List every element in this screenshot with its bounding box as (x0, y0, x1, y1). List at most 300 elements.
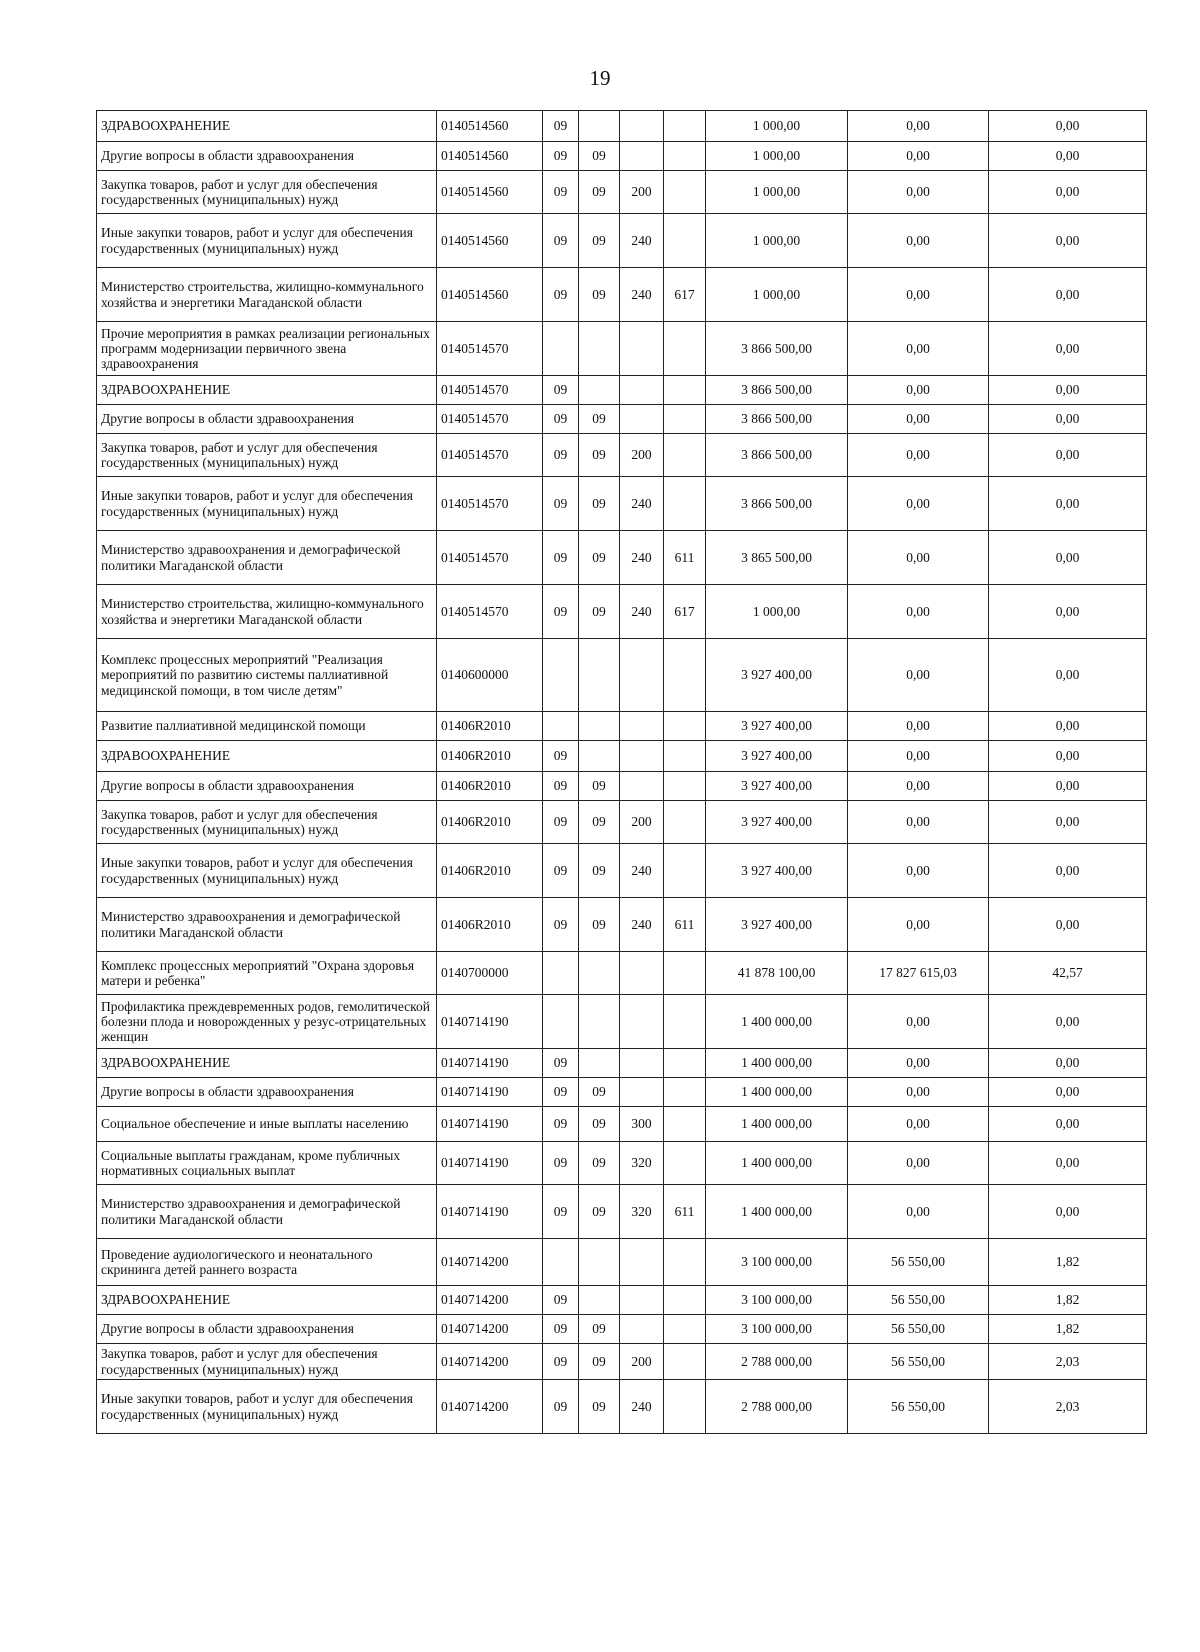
row-code: 0140714200 (437, 1239, 543, 1286)
row-admin-code: 617 (664, 268, 706, 322)
row-expense-type (620, 1315, 664, 1344)
table-row (97, 1142, 1147, 1185)
row-subsection (579, 376, 620, 405)
row-expense-type: 240 (620, 477, 664, 531)
row-name: Социальные выплаты гражданам, кроме публичных нормативных социальных выплат (97, 1142, 437, 1185)
row-code: 01406R2010 (437, 801, 543, 844)
row-name: Другие вопросы в области здравоохранения (97, 1315, 437, 1344)
table-row (97, 531, 1147, 585)
row-plan-amount: 3 927 400,00 (706, 898, 848, 952)
row-expense-type (620, 952, 664, 995)
table-row (97, 1315, 1147, 1344)
row-code: 0140514570 (437, 531, 543, 585)
row-subsection: 09 (579, 531, 620, 585)
row-plan-amount: 41 878 100,00 (706, 952, 848, 995)
row-name: Министерство здравоохранения и демографической политики Магаданской области (97, 898, 437, 952)
row-subsection (579, 322, 620, 376)
table-row (97, 1049, 1147, 1078)
row-plan-amount: 3 100 000,00 (706, 1239, 848, 1286)
row-subsection: 09 (579, 405, 620, 434)
row-code: 0140714200 (437, 1344, 543, 1380)
row-code: 0140514570 (437, 585, 543, 639)
row-percent: 2,03 (989, 1344, 1147, 1380)
row-percent: 0,00 (989, 801, 1147, 844)
table-row (97, 214, 1147, 268)
row-percent: 0,00 (989, 844, 1147, 898)
row-subsection: 09 (579, 898, 620, 952)
table-row (97, 376, 1147, 405)
row-executed-amount: 0,00 (848, 995, 989, 1049)
row-plan-amount: 2 788 000,00 (706, 1380, 848, 1434)
row-executed-amount: 0,00 (848, 214, 989, 268)
row-section: 09 (543, 171, 579, 214)
row-subsection (579, 111, 620, 142)
row-admin-code (664, 772, 706, 801)
row-name: Другие вопросы в области здравоохранения (97, 772, 437, 801)
row-subsection: 09 (579, 844, 620, 898)
row-expense-type: 200 (620, 171, 664, 214)
row-admin-code: 611 (664, 531, 706, 585)
row-expense-type: 240 (620, 531, 664, 585)
row-expense-type (620, 322, 664, 376)
row-percent: 0,00 (989, 1107, 1147, 1142)
row-plan-amount: 1 000,00 (706, 171, 848, 214)
row-admin-code (664, 1286, 706, 1315)
row-section: 09 (543, 1142, 579, 1185)
row-executed-amount: 56 550,00 (848, 1315, 989, 1344)
row-executed-amount: 0,00 (848, 111, 989, 142)
row-subsection (579, 1286, 620, 1315)
row-section: 09 (543, 434, 579, 477)
row-name: Комплекс процессных мероприятий "Реализация мероприятий по развитию системы паллиативной медицинской помощи, в том числе детям" (97, 639, 437, 712)
row-code: 0140514570 (437, 376, 543, 405)
row-section (543, 1239, 579, 1286)
row-section: 09 (543, 801, 579, 844)
row-percent: 0,00 (989, 434, 1147, 477)
row-section (543, 639, 579, 712)
row-admin-code (664, 1142, 706, 1185)
row-admin-code (664, 1107, 706, 1142)
table-body (97, 111, 1147, 1434)
row-code: 01406R2010 (437, 741, 543, 772)
row-subsection (579, 1239, 620, 1286)
row-code: 0140514570 (437, 434, 543, 477)
row-admin-code (664, 1239, 706, 1286)
row-expense-type: 240 (620, 844, 664, 898)
row-section (543, 995, 579, 1049)
row-expense-type: 200 (620, 1344, 664, 1380)
row-expense-type (620, 376, 664, 405)
row-executed-amount: 0,00 (848, 531, 989, 585)
row-percent: 0,00 (989, 477, 1147, 531)
row-section: 09 (543, 477, 579, 531)
row-code: 0140714190 (437, 1107, 543, 1142)
row-section: 09 (543, 772, 579, 801)
table-row (97, 477, 1147, 531)
row-code: 0140700000 (437, 952, 543, 995)
row-plan-amount: 3 927 400,00 (706, 844, 848, 898)
table-row (97, 268, 1147, 322)
row-section: 09 (543, 376, 579, 405)
row-name: Другие вопросы в области здравоохранения (97, 1078, 437, 1107)
row-percent: 0,00 (989, 585, 1147, 639)
row-admin-code (664, 952, 706, 995)
row-executed-amount: 0,00 (848, 844, 989, 898)
row-section: 09 (543, 142, 579, 171)
row-section: 09 (543, 405, 579, 434)
table-row (97, 1286, 1147, 1315)
row-code: 0140514560 (437, 171, 543, 214)
row-percent: 0,00 (989, 898, 1147, 952)
row-executed-amount: 56 550,00 (848, 1380, 989, 1434)
row-executed-amount: 17 827 615,03 (848, 952, 989, 995)
row-plan-amount: 1 400 000,00 (706, 1185, 848, 1239)
row-percent: 0,00 (989, 322, 1147, 376)
row-percent: 0,00 (989, 772, 1147, 801)
row-code: 0140714190 (437, 1185, 543, 1239)
row-code: 01406R2010 (437, 712, 543, 741)
row-name: Закупка товаров, работ и услуг для обеспечения государственных (муниципальных) нужд (97, 171, 437, 214)
row-plan-amount: 3 866 500,00 (706, 477, 848, 531)
row-name: Министерство строительства, жилищно-коммунального хозяйства и энергетики Магаданской области (97, 268, 437, 322)
row-executed-amount: 0,00 (848, 1185, 989, 1239)
row-subsection: 09 (579, 772, 620, 801)
row-section: 09 (543, 531, 579, 585)
row-executed-amount: 0,00 (848, 1142, 989, 1185)
table-row (97, 111, 1147, 142)
row-executed-amount: 0,00 (848, 772, 989, 801)
row-executed-amount: 0,00 (848, 898, 989, 952)
row-plan-amount: 1 000,00 (706, 142, 848, 171)
row-plan-amount: 1 400 000,00 (706, 1049, 848, 1078)
row-subsection: 09 (579, 1107, 620, 1142)
row-executed-amount: 0,00 (848, 268, 989, 322)
row-subsection: 09 (579, 142, 620, 171)
row-code: 0140714190 (437, 1049, 543, 1078)
row-expense-type (620, 741, 664, 772)
row-plan-amount: 3 866 500,00 (706, 376, 848, 405)
row-code: 0140514570 (437, 405, 543, 434)
row-section: 09 (543, 1315, 579, 1344)
row-expense-type: 300 (620, 1107, 664, 1142)
table-row (97, 995, 1147, 1049)
row-admin-code (664, 712, 706, 741)
row-name: Иные закупки товаров, работ и услуг для обеспечения государственных (муниципальных) нужд (97, 844, 437, 898)
row-expense-type (620, 142, 664, 171)
row-admin-code (664, 142, 706, 171)
table-row (97, 1185, 1147, 1239)
row-subsection: 09 (579, 1142, 620, 1185)
row-subsection (579, 712, 620, 741)
row-plan-amount: 2 788 000,00 (706, 1344, 848, 1380)
row-percent: 0,00 (989, 268, 1147, 322)
table-row (97, 171, 1147, 214)
row-executed-amount: 0,00 (848, 712, 989, 741)
row-admin-code (664, 434, 706, 477)
row-name: ЗДРАВООХРАНЕНИЕ (97, 1049, 437, 1078)
row-admin-code (664, 639, 706, 712)
row-admin-code (664, 214, 706, 268)
row-admin-code (664, 995, 706, 1049)
table-row (97, 1107, 1147, 1142)
row-percent: 0,00 (989, 214, 1147, 268)
row-executed-amount: 0,00 (848, 1107, 989, 1142)
table-row (97, 844, 1147, 898)
row-plan-amount: 1 400 000,00 (706, 1078, 848, 1107)
row-executed-amount: 0,00 (848, 1078, 989, 1107)
row-section: 09 (543, 1286, 579, 1315)
row-expense-type: 240 (620, 1380, 664, 1434)
row-expense-type (620, 111, 664, 142)
row-admin-code (664, 1315, 706, 1344)
row-section: 09 (543, 1185, 579, 1239)
row-subsection: 09 (579, 477, 620, 531)
row-percent: 0,00 (989, 531, 1147, 585)
row-section: 09 (543, 1049, 579, 1078)
row-percent: 0,00 (989, 1049, 1147, 1078)
row-section: 09 (543, 585, 579, 639)
row-executed-amount: 56 550,00 (848, 1239, 989, 1286)
row-section (543, 712, 579, 741)
row-name: Министерство строительства, жилищно-коммунального хозяйства и энергетики Магаданской области (97, 585, 437, 639)
table-row (97, 322, 1147, 376)
row-code: 0140714190 (437, 1078, 543, 1107)
row-expense-type (620, 712, 664, 741)
row-name: Закупка товаров, работ и услуг для обеспечения государственных (муниципальных) нужд (97, 1344, 437, 1380)
row-executed-amount: 0,00 (848, 801, 989, 844)
row-executed-amount: 0,00 (848, 376, 989, 405)
row-plan-amount: 3 100 000,00 (706, 1315, 848, 1344)
row-plan-amount: 3 865 500,00 (706, 531, 848, 585)
row-subsection: 09 (579, 585, 620, 639)
row-plan-amount: 3 927 400,00 (706, 639, 848, 712)
row-name: ЗДРАВООХРАНЕНИЕ (97, 1286, 437, 1315)
row-subsection (579, 639, 620, 712)
row-code: 0140714190 (437, 995, 543, 1049)
row-subsection: 09 (579, 434, 620, 477)
row-percent: 0,00 (989, 712, 1147, 741)
row-percent: 0,00 (989, 741, 1147, 772)
row-plan-amount: 1 000,00 (706, 585, 848, 639)
row-plan-amount: 1 000,00 (706, 268, 848, 322)
row-admin-code (664, 741, 706, 772)
row-code: 01406R2010 (437, 844, 543, 898)
row-section: 09 (543, 741, 579, 772)
table-row (97, 801, 1147, 844)
row-name: Развитие паллиативной медицинской помощи (97, 712, 437, 741)
row-name: Комплекс процессных мероприятий "Охрана здоровья матери и ребенка" (97, 952, 437, 995)
row-executed-amount: 0,00 (848, 171, 989, 214)
row-executed-amount: 0,00 (848, 405, 989, 434)
row-plan-amount: 3 927 400,00 (706, 772, 848, 801)
row-name: Министерство здравоохранения и демографической политики Магаданской области (97, 1185, 437, 1239)
row-subsection (579, 741, 620, 772)
row-section (543, 952, 579, 995)
row-section: 09 (543, 898, 579, 952)
row-code: 0140714200 (437, 1380, 543, 1434)
row-name: Иные закупки товаров, работ и услуг для обеспечения государственных (муниципальных) нужд (97, 1380, 437, 1434)
row-section: 09 (543, 844, 579, 898)
row-expense-type: 240 (620, 585, 664, 639)
row-percent: 0,00 (989, 1078, 1147, 1107)
row-subsection: 09 (579, 1185, 620, 1239)
row-executed-amount: 0,00 (848, 1049, 989, 1078)
row-subsection: 09 (579, 1344, 620, 1380)
row-subsection (579, 1049, 620, 1078)
row-expense-type (620, 1286, 664, 1315)
row-name: Иные закупки товаров, работ и услуг для обеспечения государственных (муниципальных) нужд (97, 214, 437, 268)
row-percent: 1,82 (989, 1315, 1147, 1344)
row-executed-amount: 56 550,00 (848, 1344, 989, 1380)
row-executed-amount: 0,00 (848, 477, 989, 531)
row-executed-amount: 0,00 (848, 322, 989, 376)
row-admin-code: 611 (664, 1185, 706, 1239)
row-expense-type: 240 (620, 268, 664, 322)
row-code: 0140714200 (437, 1315, 543, 1344)
row-code: 0140514570 (437, 477, 543, 531)
row-plan-amount: 3 100 000,00 (706, 1286, 848, 1315)
row-plan-amount: 3 927 400,00 (706, 741, 848, 772)
row-plan-amount: 1 400 000,00 (706, 1142, 848, 1185)
row-percent: 0,00 (989, 995, 1147, 1049)
row-percent: 1,82 (989, 1286, 1147, 1315)
row-name: Другие вопросы в области здравоохранения (97, 405, 437, 434)
row-admin-code (664, 1049, 706, 1078)
row-subsection (579, 952, 620, 995)
row-section: 09 (543, 268, 579, 322)
row-code: 0140514560 (437, 142, 543, 171)
row-expense-type: 200 (620, 801, 664, 844)
row-executed-amount: 0,00 (848, 142, 989, 171)
row-section: 09 (543, 111, 579, 142)
row-executed-amount: 0,00 (848, 639, 989, 712)
row-subsection: 09 (579, 171, 620, 214)
row-subsection: 09 (579, 1315, 620, 1344)
row-plan-amount: 3 927 400,00 (706, 712, 848, 741)
row-code: 0140714190 (437, 1142, 543, 1185)
row-name: Социальное обеспечение и иные выплаты населению (97, 1107, 437, 1142)
row-name: Закупка товаров, работ и услуг для обеспечения государственных (муниципальных) нужд (97, 434, 437, 477)
row-admin-code (664, 1344, 706, 1380)
row-expense-type (620, 772, 664, 801)
row-admin-code (664, 1380, 706, 1434)
row-executed-amount: 0,00 (848, 434, 989, 477)
row-expense-type: 320 (620, 1185, 664, 1239)
row-name: Прочие мероприятия в рамках реализации региональных программ модернизации первичного звена здравоохранения (97, 322, 437, 376)
row-code: 01406R2010 (437, 772, 543, 801)
table-row (97, 1380, 1147, 1434)
row-expense-type (620, 639, 664, 712)
row-code: 0140514560 (437, 111, 543, 142)
table-row (97, 434, 1147, 477)
row-admin-code (664, 171, 706, 214)
row-name: ЗДРАВООХРАНЕНИЕ (97, 376, 437, 405)
row-percent: 0,00 (989, 376, 1147, 405)
row-section: 09 (543, 214, 579, 268)
row-section: 09 (543, 1078, 579, 1107)
row-percent: 0,00 (989, 142, 1147, 171)
row-section: 09 (543, 1344, 579, 1380)
row-percent: 0,00 (989, 405, 1147, 434)
row-name: Министерство здравоохранения и демографической политики Магаданской области (97, 531, 437, 585)
row-expense-type (620, 1049, 664, 1078)
row-name: Закупка товаров, работ и услуг для обеспечения государственных (муниципальных) нужд (97, 801, 437, 844)
row-name: ЗДРАВООХРАНЕНИЕ (97, 111, 437, 142)
row-code: 0140514560 (437, 214, 543, 268)
row-code: 0140714200 (437, 1286, 543, 1315)
row-admin-code: 617 (664, 585, 706, 639)
table-row (97, 585, 1147, 639)
table-row (97, 952, 1147, 995)
row-expense-type (620, 1078, 664, 1107)
row-section: 09 (543, 1380, 579, 1434)
row-percent: 0,00 (989, 171, 1147, 214)
table-row (97, 1344, 1147, 1380)
row-plan-amount: 1 000,00 (706, 111, 848, 142)
row-plan-amount: 1 400 000,00 (706, 1107, 848, 1142)
page-number: 19 (589, 66, 611, 90)
row-expense-type: 240 (620, 898, 664, 952)
row-name: ЗДРАВООХРАНЕНИЕ (97, 741, 437, 772)
row-plan-amount: 1 400 000,00 (706, 995, 848, 1049)
row-admin-code (664, 1078, 706, 1107)
row-percent: 42,57 (989, 952, 1147, 995)
row-plan-amount: 3 866 500,00 (706, 434, 848, 477)
row-name: Проведение аудиологического и неонатального скрининга детей раннего возраста (97, 1239, 437, 1286)
row-plan-amount: 3 866 500,00 (706, 322, 848, 376)
row-percent: 0,00 (989, 1142, 1147, 1185)
row-code: 0140514560 (437, 268, 543, 322)
row-admin-code (664, 405, 706, 434)
row-admin-code (664, 322, 706, 376)
row-code: 0140600000 (437, 639, 543, 712)
row-subsection: 09 (579, 1078, 620, 1107)
row-subsection: 09 (579, 1380, 620, 1434)
row-admin-code (664, 111, 706, 142)
row-expense-type (620, 1239, 664, 1286)
row-name: Иные закупки товаров, работ и услуг для обеспечения государственных (муниципальных) нужд (97, 477, 437, 531)
row-expense-type (620, 995, 664, 1049)
row-percent: 2,03 (989, 1380, 1147, 1434)
table-row (97, 772, 1147, 801)
table-row (97, 712, 1147, 741)
row-percent: 0,00 (989, 639, 1147, 712)
row-percent: 0,00 (989, 1185, 1147, 1239)
row-admin-code (664, 844, 706, 898)
row-code: 01406R2010 (437, 898, 543, 952)
table-row (97, 1239, 1147, 1286)
row-admin-code: 611 (664, 898, 706, 952)
table-row (97, 639, 1147, 712)
row-code: 0140514570 (437, 322, 543, 376)
row-section: 09 (543, 1107, 579, 1142)
row-section (543, 322, 579, 376)
row-executed-amount: 56 550,00 (848, 1286, 989, 1315)
row-name: Другие вопросы в области здравоохранения (97, 142, 437, 171)
row-percent: 1,82 (989, 1239, 1147, 1286)
row-admin-code (664, 477, 706, 531)
row-admin-code (664, 801, 706, 844)
row-expense-type: 320 (620, 1142, 664, 1185)
table-row (97, 741, 1147, 772)
row-percent: 0,00 (989, 111, 1147, 142)
table-row (97, 1078, 1147, 1107)
row-plan-amount: 3 866 500,00 (706, 405, 848, 434)
table-row (97, 898, 1147, 952)
row-expense-type (620, 405, 664, 434)
row-executed-amount: 0,00 (848, 741, 989, 772)
row-admin-code (664, 376, 706, 405)
